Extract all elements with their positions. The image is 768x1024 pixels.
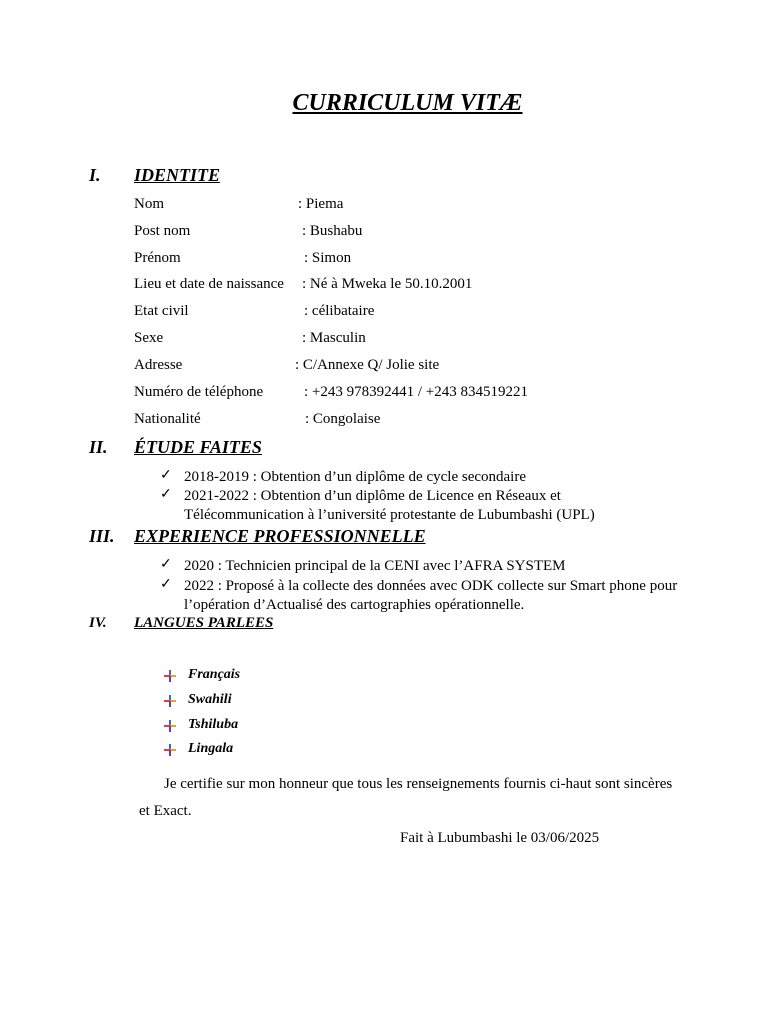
study-item-2: 2021-2022 : Obtention d’un diplôme de Licence en Réseaux et Télécommunication à l’université protestante de Lubumbashi (UPL) xyxy=(184,488,595,523)
field-value-nom: : Piema xyxy=(298,196,344,212)
multicolor-arrow-bullet-icon xyxy=(164,720,176,732)
field-label-post-nom: Post nom xyxy=(134,223,191,239)
checkmark-icon: ✓ xyxy=(160,557,172,572)
section-number-identite: I. xyxy=(89,165,101,185)
field-value-etat-civil: : célibataire xyxy=(304,303,375,319)
section-title-langues: LANGUES PARLEES xyxy=(134,615,274,631)
language-item-lingala: Lingala xyxy=(188,741,234,756)
section-number-etudes: II. xyxy=(89,437,108,457)
field-label-nom: Nom xyxy=(134,196,164,212)
multicolor-arrow-bullet-icon xyxy=(164,744,176,756)
certification-statement: Je certifie sur mon honneur que tous les renseignements fournis ci-haut sont sincères et Exact. xyxy=(139,776,673,819)
field-label-telephone: Numéro de téléphone xyxy=(134,384,264,400)
experience-item-2: 2022 : Proposé à la collecte des données avec ODK collecte sur Smart phone pour l’opération d’Actualisé des cartographies opérationnelle. xyxy=(184,578,678,613)
field-value-prenom: : Simon xyxy=(304,250,352,266)
checkmark-icon: ✓ xyxy=(160,468,172,483)
multicolor-arrow-bullet-icon xyxy=(164,695,176,707)
section-title-identite: IDENTITE xyxy=(134,165,221,185)
multicolor-arrow-bullet-icon xyxy=(164,670,176,682)
language-item-francais: Français xyxy=(188,667,241,682)
field-value-post-nom: : Bushabu xyxy=(302,223,363,239)
section-number-langues: IV. xyxy=(89,615,107,631)
field-label-adresse: Adresse xyxy=(134,357,183,373)
field-value-naissance: : Né à Mweka le 50.10.2001 xyxy=(302,276,473,292)
field-label-etat-civil: Etat civil xyxy=(134,303,189,319)
section-title-experience: EXPERIENCE PROFESSIONNELLE xyxy=(134,526,426,546)
checkmark-icon: ✓ xyxy=(160,577,172,592)
field-value-nationalite: : Congolaise xyxy=(305,411,381,427)
field-label-sexe: Sexe xyxy=(134,330,164,346)
field-value-sexe: : Masculin xyxy=(302,330,366,346)
document-title: CURRICULUM VITÆ xyxy=(292,90,523,116)
field-label-naissance: Lieu et date de naissance xyxy=(134,276,284,292)
language-item-tshiluba: Tshiluba xyxy=(188,717,239,732)
section-title-etudes: ÉTUDE FAITES xyxy=(134,437,262,457)
study-item-1: 2018-2019 : Obtention d’un diplôme de cycle secondaire xyxy=(184,469,526,485)
place-and-date: Fait à Lubumbashi le 03/06/2025 xyxy=(400,830,600,846)
checkmark-icon: ✓ xyxy=(160,487,172,502)
field-value-telephone: : +243 978392441 / +243 834519221 xyxy=(304,384,529,400)
language-item-swahili: Swahili xyxy=(188,692,232,707)
field-label-prenom: Prénom xyxy=(134,250,181,266)
experience-item-1: 2020 : Technicien principal de la CENI avec l’AFRA SYSTEM xyxy=(184,558,566,574)
field-value-adresse: : C/Annexe Q/ Jolie site xyxy=(295,357,440,373)
section-number-experience: III. xyxy=(89,526,115,546)
field-label-nationalite: Nationalité xyxy=(134,411,201,427)
